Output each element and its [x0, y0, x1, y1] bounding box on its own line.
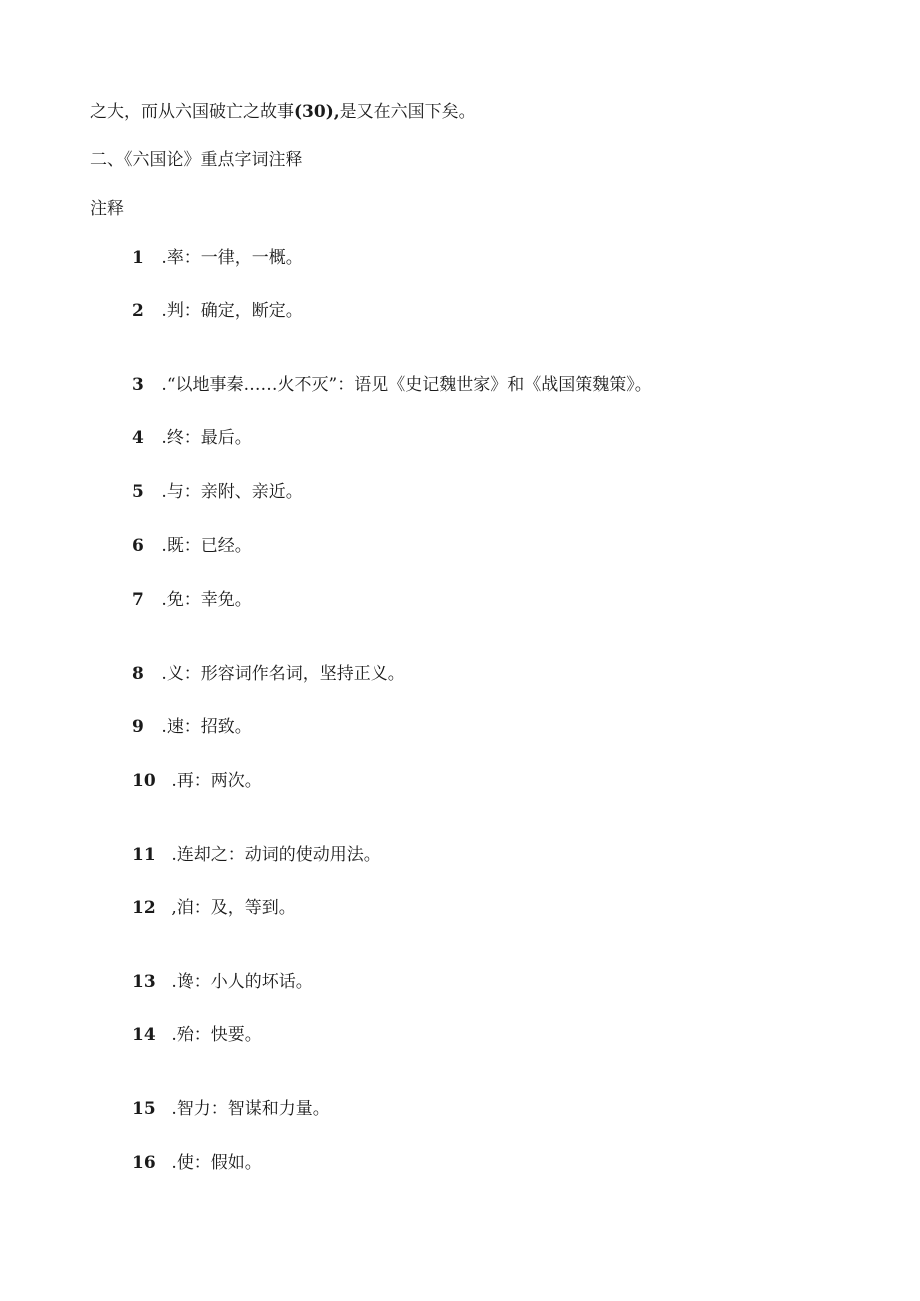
- note-text: 谗：小人的坏话。: [176, 972, 313, 992]
- note-item-12: [132, 896, 296, 920]
- note-item-14: [132, 1023, 262, 1047]
- note-text: 义：形容词作名词，坚持正义。: [166, 664, 405, 684]
- note-number: 5: [132, 482, 144, 502]
- note-text: 终：最后。: [166, 428, 252, 448]
- note-separator: .: [166, 771, 177, 791]
- note-separator: .: [156, 536, 167, 556]
- note-separator: .: [156, 590, 167, 610]
- note-number: 3: [132, 375, 144, 395]
- note-text: 使：假如。: [176, 1153, 262, 1173]
- note-text: 连却之：动词的使动用法。: [176, 845, 381, 865]
- note-item-10: [132, 769, 262, 793]
- note-number: 14: [132, 1025, 156, 1045]
- note-number: 10: [132, 771, 156, 791]
- note-number: 15: [132, 1099, 156, 1119]
- note-item-4: [132, 426, 252, 450]
- note-separator: .: [156, 248, 167, 268]
- note-text: 殆：快要。: [176, 1025, 262, 1045]
- note-number: 9: [132, 717, 144, 737]
- note-separator: .: [156, 428, 167, 448]
- note-number: 4: [132, 428, 144, 448]
- note-separator: .: [166, 845, 177, 865]
- note-separator: .: [166, 1025, 177, 1045]
- note-item-15: [132, 1097, 330, 1121]
- note-number: 13: [132, 972, 156, 992]
- section-heading: 二、《六国论》重点字词注释: [90, 150, 303, 170]
- note-text: 与：亲附、亲近。: [166, 482, 303, 502]
- intro-text-before: 之大，而从六国破亡之故事: [90, 102, 294, 122]
- note-item-5: [132, 480, 303, 504]
- note-number: 6: [132, 536, 144, 556]
- note-text: 率：一律，一概。: [166, 248, 303, 268]
- note-separator: .: [166, 1153, 177, 1173]
- note-number: 11: [132, 845, 156, 865]
- note-separator: .: [156, 664, 167, 684]
- note-item-13: [132, 970, 313, 994]
- note-text: 判：确定，断定。: [166, 301, 303, 321]
- note-number: 8: [132, 664, 144, 684]
- note-item-1: [132, 246, 303, 270]
- note-separator: .: [166, 972, 177, 992]
- notes-label: 注释: [90, 199, 124, 219]
- note-item-7: [132, 588, 252, 612]
- note-number: 1: [132, 248, 144, 268]
- intro-citation: (30),: [294, 102, 340, 122]
- note-number: 16: [132, 1153, 156, 1173]
- note-text: 免：幸免。: [166, 590, 252, 610]
- note-number: 2: [132, 301, 144, 321]
- note-separator: .: [156, 375, 167, 395]
- note-text: 既：已经。: [166, 536, 252, 556]
- note-separator: .: [156, 482, 167, 502]
- note-item-11: [132, 843, 381, 867]
- note-separator: ,: [166, 898, 177, 918]
- note-text: 再：两次。: [176, 771, 262, 791]
- note-number: 12: [132, 898, 156, 918]
- note-text: 洎：及，等到。: [176, 898, 296, 918]
- note-item-8: [132, 662, 405, 686]
- note-item-9: [132, 715, 252, 739]
- note-item-6: [132, 534, 252, 558]
- note-separator: .: [156, 301, 167, 321]
- note-item-2: [132, 299, 303, 323]
- note-text: “以地事秦……火不灭”：语见《史记魏世家》和《战国策魏策》。: [166, 375, 652, 395]
- note-separator: .: [156, 717, 167, 737]
- note-text: 智力：智谋和力量。: [176, 1099, 330, 1119]
- note-separator: .: [166, 1099, 177, 1119]
- note-text: 速：招致。: [166, 717, 252, 737]
- intro-text-after: 是又在六国下矣。: [339, 102, 476, 122]
- intro-line: [90, 100, 476, 124]
- note-item-3: [132, 373, 652, 397]
- note-item-16: [132, 1151, 262, 1175]
- note-number: 7: [132, 590, 144, 610]
